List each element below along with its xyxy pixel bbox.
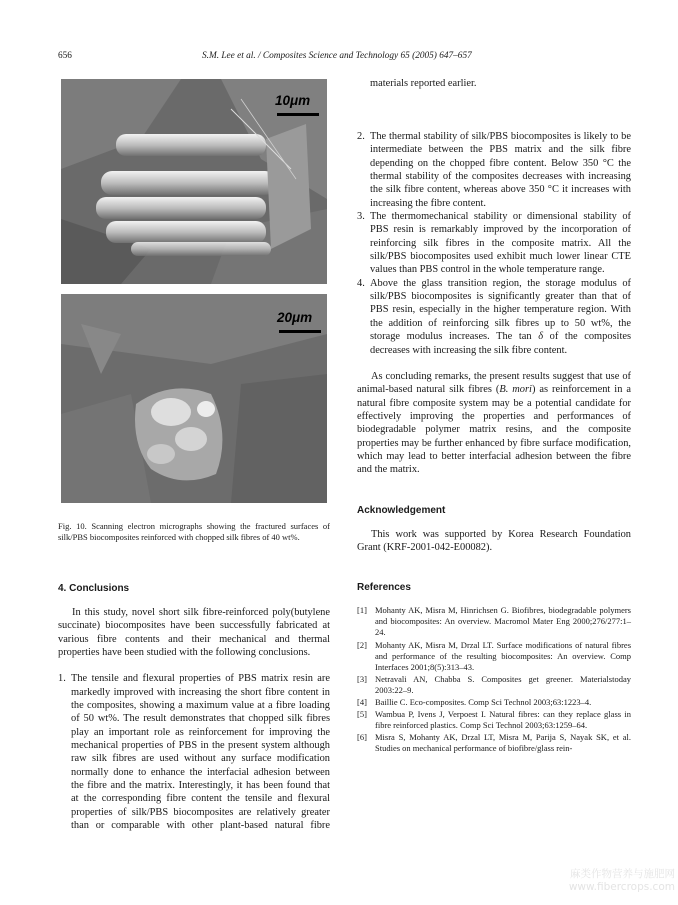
sem-micrograph-bottom bbox=[61, 294, 327, 503]
reference-item: [6] Misra S, Mohanty AK, Drzal LT, Misra M, Parija S, Nayak SK, et al. Studies on mechanical performance of biofibre/glass rein- bbox=[357, 732, 631, 754]
item-text-start: The tensile and flexural properties of PBS matrix resin are markedly improved with increasing the short fibre content in the composites, showing a maximum value at a fibre loading of 50 wt%. The result demonstrates that chopped silk fibres play an important role as reinforcement for improving the mechanical properties of PBS in the present system although raw silk fibres are used without any surface modification normally done to enhance the interfacial adhesion between the fibre and the matrix. Interestingly, it has been found that at the corresponding fibre content the tensile and flexural properties of silk/PBS biocomposites are relatively greater than or comparable with other plant-based natural fibre bbox=[71, 673, 330, 832]
item-number: 3. bbox=[357, 211, 365, 223]
item-text: The thermomechanical stability or dimensional stability of PBS resin is remarkably improved by the incorporation of reinforcing silk fibres in the composite matrix. All the silk/PBS biocomposites used exhibit much lower linear CTE values than PBS control in the whole temperature range. bbox=[370, 211, 631, 276]
reference-item: [1] Mohanty AK, Misra M, Hinrichsen G. Biofibres, biodegradable polymers and biocomposites: An overview. Macromol Mater Eng 2000;276/277:1–24. bbox=[357, 605, 631, 638]
scale-label-bottom: 20μm bbox=[277, 310, 313, 325]
figure-caption: Fig. 10. Scanning electron micrographs showing the fractured surfaces of silk/PBS biocomposites reinforced with chopped silk fibres of 40 wt%. bbox=[58, 520, 330, 542]
conclusions-section bbox=[58, 583, 330, 832]
tan-delta-symbol: δ bbox=[538, 331, 544, 343]
item-text: Above the glass transition region, the storage modulus of silk/PBS biocomposites is significantly greater than that of PBS resin, especially in the higher temperature region. With the addition of reinforcing silk fibres up to 50 wt%, the storage modulus increases. The tan δ of the composites decreases with increasing the silk fibre content. bbox=[370, 277, 631, 356]
reference-item: [3] Netravali AN, Chabba S. Composites get greener. Materialstoday 2003:22–9. bbox=[357, 673, 631, 695]
item-text: The thermal stability of silk/PBS biocomposites is likely to be intermediate between the PBS matrix and the silk fibre depending on the chopped fibre content. Below 350 °C the thermal stability of the composites decreases with increasing the silk fibre content, whereas above 350 °C it increases with increasing the fibre content. bbox=[370, 131, 631, 209]
watermark bbox=[540, 868, 675, 894]
conclusion-item bbox=[357, 130, 631, 210]
acknowledgement-heading: Acknowledgement bbox=[357, 504, 446, 516]
conclusion-item-continued bbox=[357, 77, 631, 130]
item-number: 4. bbox=[357, 277, 365, 289]
conclusions-intro: In this study, novel short silk fibre-reinforced poly(butylene succinate) biocomposites have been successfully fabricated at various fibre contents and their mechanical and thermal properties have been studied with the following conclusions. bbox=[58, 607, 330, 659]
page-number: 656 bbox=[58, 51, 72, 61]
conclusion-item bbox=[357, 277, 631, 357]
references-list bbox=[357, 605, 631, 754]
conclusion-item bbox=[357, 210, 631, 277]
sem-micrograph-top bbox=[61, 79, 327, 284]
item-text-tail: materials reported earlier. bbox=[370, 78, 477, 90]
species-name: B. mori bbox=[499, 384, 532, 396]
watermark-line2: www.fibercrops.com bbox=[568, 881, 675, 893]
section-heading: 4. Conclusions bbox=[58, 583, 130, 594]
watermark-line1: 麻类作物营养与施肥网 bbox=[570, 868, 675, 880]
item-number: 1. bbox=[58, 673, 66, 685]
item-text bbox=[71, 672, 330, 832]
conclusion-item bbox=[58, 672, 330, 832]
right-column bbox=[357, 77, 631, 756]
scale-label-top: 10μm bbox=[275, 93, 311, 108]
reference-item: [5] Wambua P, Ivens J, Verpoest I. Natural fibres: can they replace glass in fibre reinforced plastics. Comp Sci Technol 2003;63:1259–64. bbox=[357, 709, 631, 731]
concluding-remarks: As concluding remarks, the present results suggest that use of animal-based natural silk fibres (B. mori) as reinforcement in a natural fibre composite system may be a potential candidate for effectively improving the properties and performances of biodegradable polymer matrix resins, and the composite properties may be further enhanced by fibre surface modification, which may lead to better interfacial adhesion between the fibre and the matrix. bbox=[357, 370, 631, 476]
scale-bar-top bbox=[277, 113, 319, 116]
reference-item: [2] Mohanty AK, Misra M, Drzal LT. Surface modifications of natural fibres and performance of the resulting biocomposites: An overview. Comp Interfaces 2001;8(5):313–43. bbox=[357, 639, 631, 672]
sem-image-bottom bbox=[61, 294, 327, 503]
reference-item: [4] Baillie C. Eco-composites. Comp Sci Technol 2003;63:1223–4. bbox=[357, 697, 592, 708]
sem-image-top bbox=[61, 79, 327, 284]
item-number: 2. bbox=[357, 131, 365, 142]
references-heading: References bbox=[357, 582, 411, 594]
running-title: S.M. Lee et al. / Composites Science and Technology 65 (2005) 647–657 bbox=[202, 51, 472, 61]
scale-bar-bottom bbox=[279, 330, 321, 333]
acknowledgement-text: This work was supported by Korea Research Foundation Grant (KRF-2001-042-E00082). bbox=[357, 528, 631, 553]
item-text-continued bbox=[370, 77, 631, 130]
